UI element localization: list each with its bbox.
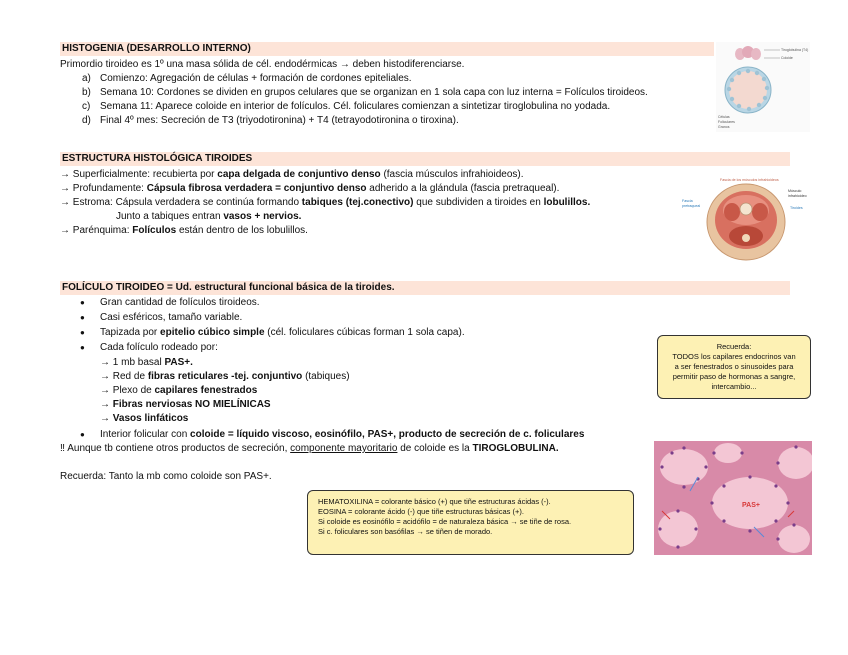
staining-reminder-note [307, 490, 634, 555]
list-item: Semana 11: Aparece coloide en interior de folículos. Cél. foliculares comienzan a sintetizar tiroglobulina no yodada. [100, 101, 611, 112]
estructura-parenquima: → Parénquima: Folículos están dentro de los lobulillos. [60, 225, 308, 236]
bullet-dot: ● [80, 313, 85, 322]
list-marker: a) [82, 73, 91, 84]
figure-label-r2: infrahioideo [788, 194, 807, 198]
figure-label-l2: pretraqueal [682, 204, 701, 208]
list-item: Final 4º mes: Secreción de T3 (triyodotironina) + T4 (tetrayodotironina o tiroxina). [100, 115, 459, 126]
pas-reminder: Recuerda: Tanto la mb como coloide son PAS+. [60, 471, 272, 482]
figure-label-top: Fascia de los músculos infrahioideos [720, 178, 779, 182]
list-marker: c) [82, 101, 91, 112]
thyroid-follicle-figure [716, 42, 810, 132]
list-marker: b) [82, 87, 91, 98]
estructura-superficial: → Superficialmente: recubierta por capa delgada de conjuntivo denso (fascia músculos infrahioideos). [60, 169, 524, 180]
figure-label-a: Tiroglobulina (T4) [781, 48, 809, 52]
note-line: HEMATOXILINA = colorante básico (+) que tiñe estructuras ácidas (-). [318, 497, 551, 506]
foliculo-sub-5: → Vasos linfáticos [100, 413, 189, 424]
figure-label-e: Granos [718, 125, 730, 129]
foliculo-bullet-2: Casi esféricos, tamaño variable. [100, 312, 243, 323]
bullet-dot: ● [80, 298, 85, 307]
foliculo-sub-1: → 1 mb basal PAS+. [100, 357, 193, 368]
tiroglobulina-note: ‼ Aunque tb contiene otros productos de secreción, componente mayoritario de coloide es la TIROGLOBULINA. [60, 443, 559, 454]
foliculo-sub-2: → Red de fibras reticulares -tej. conjuntivo (tabiques) [100, 371, 350, 382]
section-header-histogenia: HISTOGENIA (DESARROLLO INTERNO) [60, 42, 714, 56]
figure-label-d: Foliculares [718, 120, 735, 124]
section-header-foliculo: FOLÍCULO TIROIDEO = Ud. estructural funcional básica de la tiroides. [60, 281, 790, 295]
note-line: TODOS los capilares endocrinos van [672, 352, 796, 361]
bullet-dot: ● [80, 430, 85, 439]
micrograph-label-pas: PAS+ [742, 502, 760, 509]
foliculo-sub-4: → Fibras nerviosas NO MIELÍNICAS [100, 399, 271, 410]
section-header-estructura: ESTRUCTURA HISTOLÓGICA TIROIDES [60, 152, 790, 166]
foliculo-bullet-1: Gran cantidad de folículos tiroideos. [100, 297, 260, 308]
note-line: permitir paso de hormonas a sangre, [672, 372, 796, 381]
foliculo-sub-3: → Plexo de capilares fenestrados [100, 385, 258, 396]
bullet-dot: ● [80, 343, 85, 352]
histogenia-intro: Primordio tiroideo es 1º una masa sólida de cél. endodérmicas → deben histodiferenciarse. [60, 59, 465, 70]
figure-label-c: Células [718, 115, 730, 119]
capillaries-reminder-note [657, 335, 811, 399]
note-line: Si coloide es eosinófilo = acidófilo = de naturaleza básica → se tiñe de rosa. [318, 517, 572, 526]
foliculo-bullet-4: Cada folículo rodeado por: [100, 342, 218, 353]
figure-label-l1: Fascia [682, 199, 693, 203]
list-item: Comienzo: Agregación de células + formación de cordones epiteliales. [100, 73, 412, 84]
foliculo-bullet-5: Interior folicular con coloide = líquido viscoso, eosinófilo, PAS+, producto de secreción de c. foliculares [100, 429, 585, 440]
note-line: a ser fenestrados o sinusoides para [674, 362, 794, 371]
estructura-tabiques: Junto a tabiques entran vasos + nervios. [116, 211, 302, 222]
list-item: Semana 10: Cordones se dividen en grupos celulares que se organizan en 1 sola capa con luz interna = Folículos tiroideos. [100, 87, 648, 98]
estructura-estroma: → Estroma: Cápsula verdadera se continúa formando tabiques (tej.conectivo) que subdividen a tiroides en lobulillos. [60, 197, 591, 208]
list-marker: d) [82, 115, 91, 126]
figure-label-b: Coloide [781, 56, 793, 60]
note-line: Si c. foliculares son basófilas → se tiñen de morado. [318, 527, 493, 536]
estructura-profunda: → Profundamente: Cápsula fibrosa verdadera = conjuntivo denso adherido a la glándula (fascia pretraqueal). [60, 183, 560, 194]
figure-label-r1: Músculo [788, 189, 802, 193]
thyroid-micrograph [654, 441, 812, 555]
neck-cross-section-figure [680, 170, 816, 266]
note-title: Recuerda: [716, 342, 752, 351]
foliculo-bullet-3: Tapizada por epitelio cúbico simple (cél. foliculares cúbicas forman 1 sola capa). [100, 327, 465, 338]
note-line: EOSINA = colorante ácido (-) que tiñe estructuras básicas (+). [318, 507, 524, 516]
figure-label-r3: Tiroides [790, 206, 803, 210]
bullet-dot: ● [80, 328, 85, 337]
note-line: intercambio... [711, 382, 757, 391]
